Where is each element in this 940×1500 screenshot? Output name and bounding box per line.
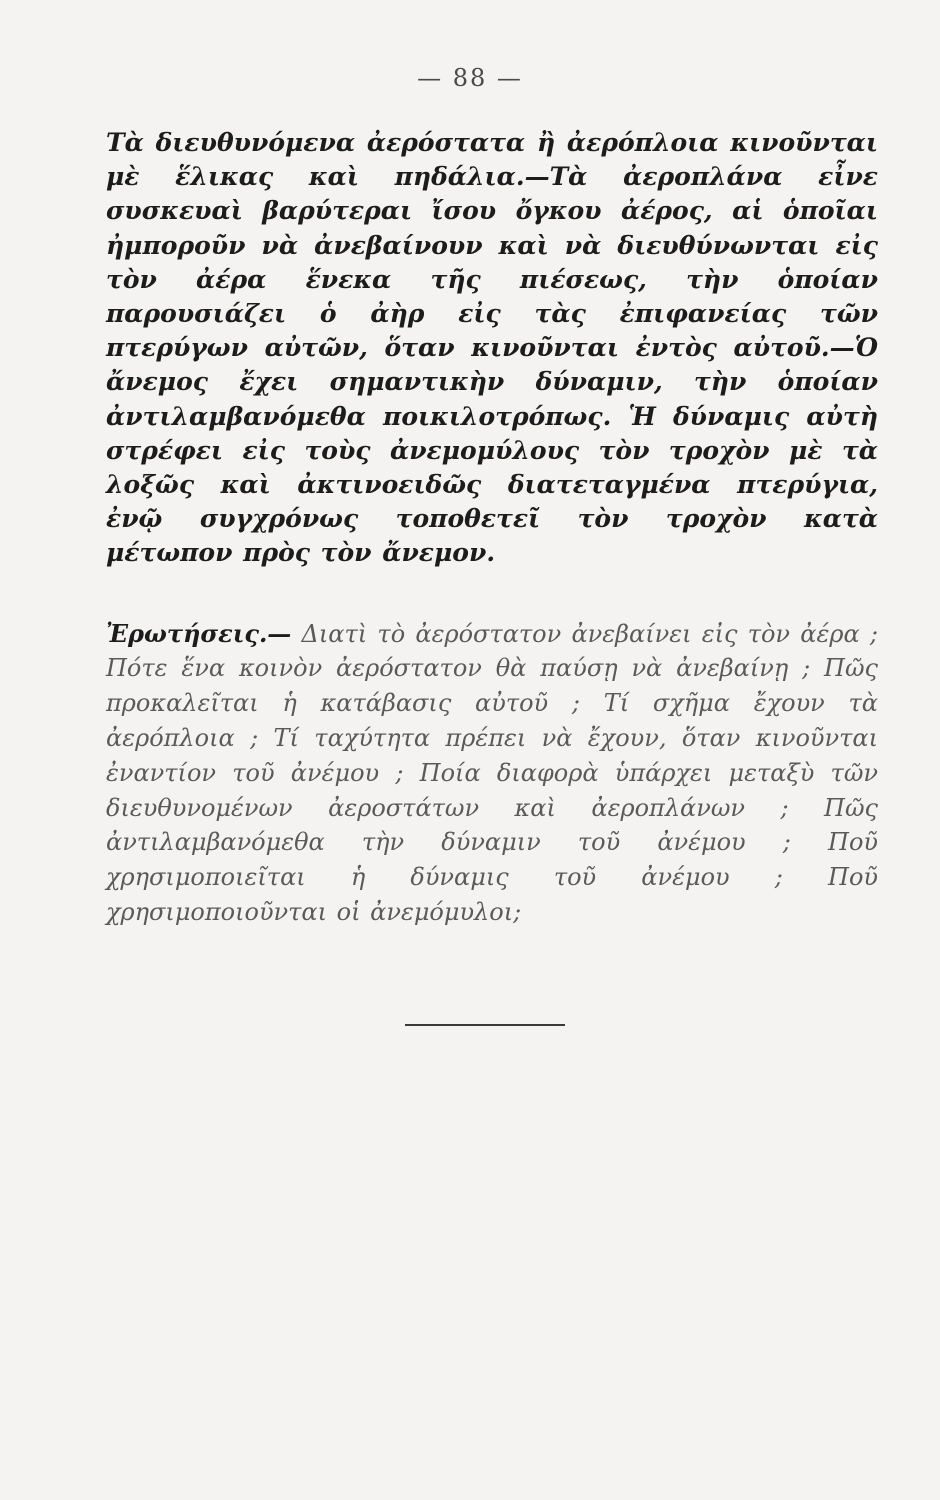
page-number: — 88 — xyxy=(417,64,523,92)
questions-label: Ἐρωτήσεις.— xyxy=(106,618,292,648)
questions-text: Διατὶ τὸ ἀερόστατον ἀνεβαίνει εἰς τὸν ἀέρα ; Πότε ἕνα κοινὸν ἀερόστατον θὰ παύσῃ νὰ ἀνεβαίνῃ ; Πῶς προκαλεῖται ἡ κατάβασις αὐτοῦ ; Τί σχῆμα ἔχουν τὰ ἀερόπλοια ; Τί ταχύτητα πρέπει νὰ ἔχουν, ὅταν κινοῦνται ἐναντίον τοῦ ἀνέμου ; Ποία διαφορὰ ὑπάρχει μεταξὺ τῶν διευθυνομένων ἀεροστάτων καὶ ἀεροπλάνων ; Πῶς ἀντιλαμβανόμεθα τὴν δύναμιν τοῦ ἀνέμου ; Ποῦ χρησιμοποιεῖται ἡ δύναμις τοῦ ἀνέμου ; Ποῦ χρησιμοποιοῦνται οἱ ἀνεμόμυλοι; xyxy=(106,619,878,927)
questions-paragraph xyxy=(106,617,878,930)
section-divider xyxy=(405,1024,565,1026)
main-paragraph: Τὰ διευθυνόμενα ἀερόστατα ἢ ἀερόπλοια κινοῦνται μὲ ἕλικας καὶ πηδάλια.—Τὰ ἀεροπλάνα εἶνε συσκευαὶ βαρύτεραι ἴσου ὄγκου ἀέρος, αἱ ὁποῖαι ἠμποροῦν νὰ ἀνεβαίνουν καὶ νὰ διευθύνωνται εἰς τὸν ἀέρα ἕνεκα τῆς πιέσεως, τὴν ὁποίαν παρουσιάζει ὁ ἀὴρ εἰς τὰς ἐπιφανείας τῶν πτερύγων αὐτῶν, ὅταν κινοῦνται ἐντὸς αὐτοῦ.—Ὁ ἄνεμος ἔχει σημαντικὴν δύναμιν, τὴν ὁποίαν ἀντιλαμβανόμεθα ποικιλοτρόπως. Ἡ δύναμις αὐτὴ στρέφει εἰς τοὺς ἀνεμομύλους τὸν τροχὸν μὲ τὰ λοξῶς καὶ ἀκτινοειδῶς διατεταγμένα πτερύγια, ἐνῷ συγχρόνως τοποθετεῖ τὸν τροχὸν κατὰ μέτωπον πρὸς τὸν ἄνεμον. xyxy=(106,128,878,568)
body-text xyxy=(106,126,878,930)
